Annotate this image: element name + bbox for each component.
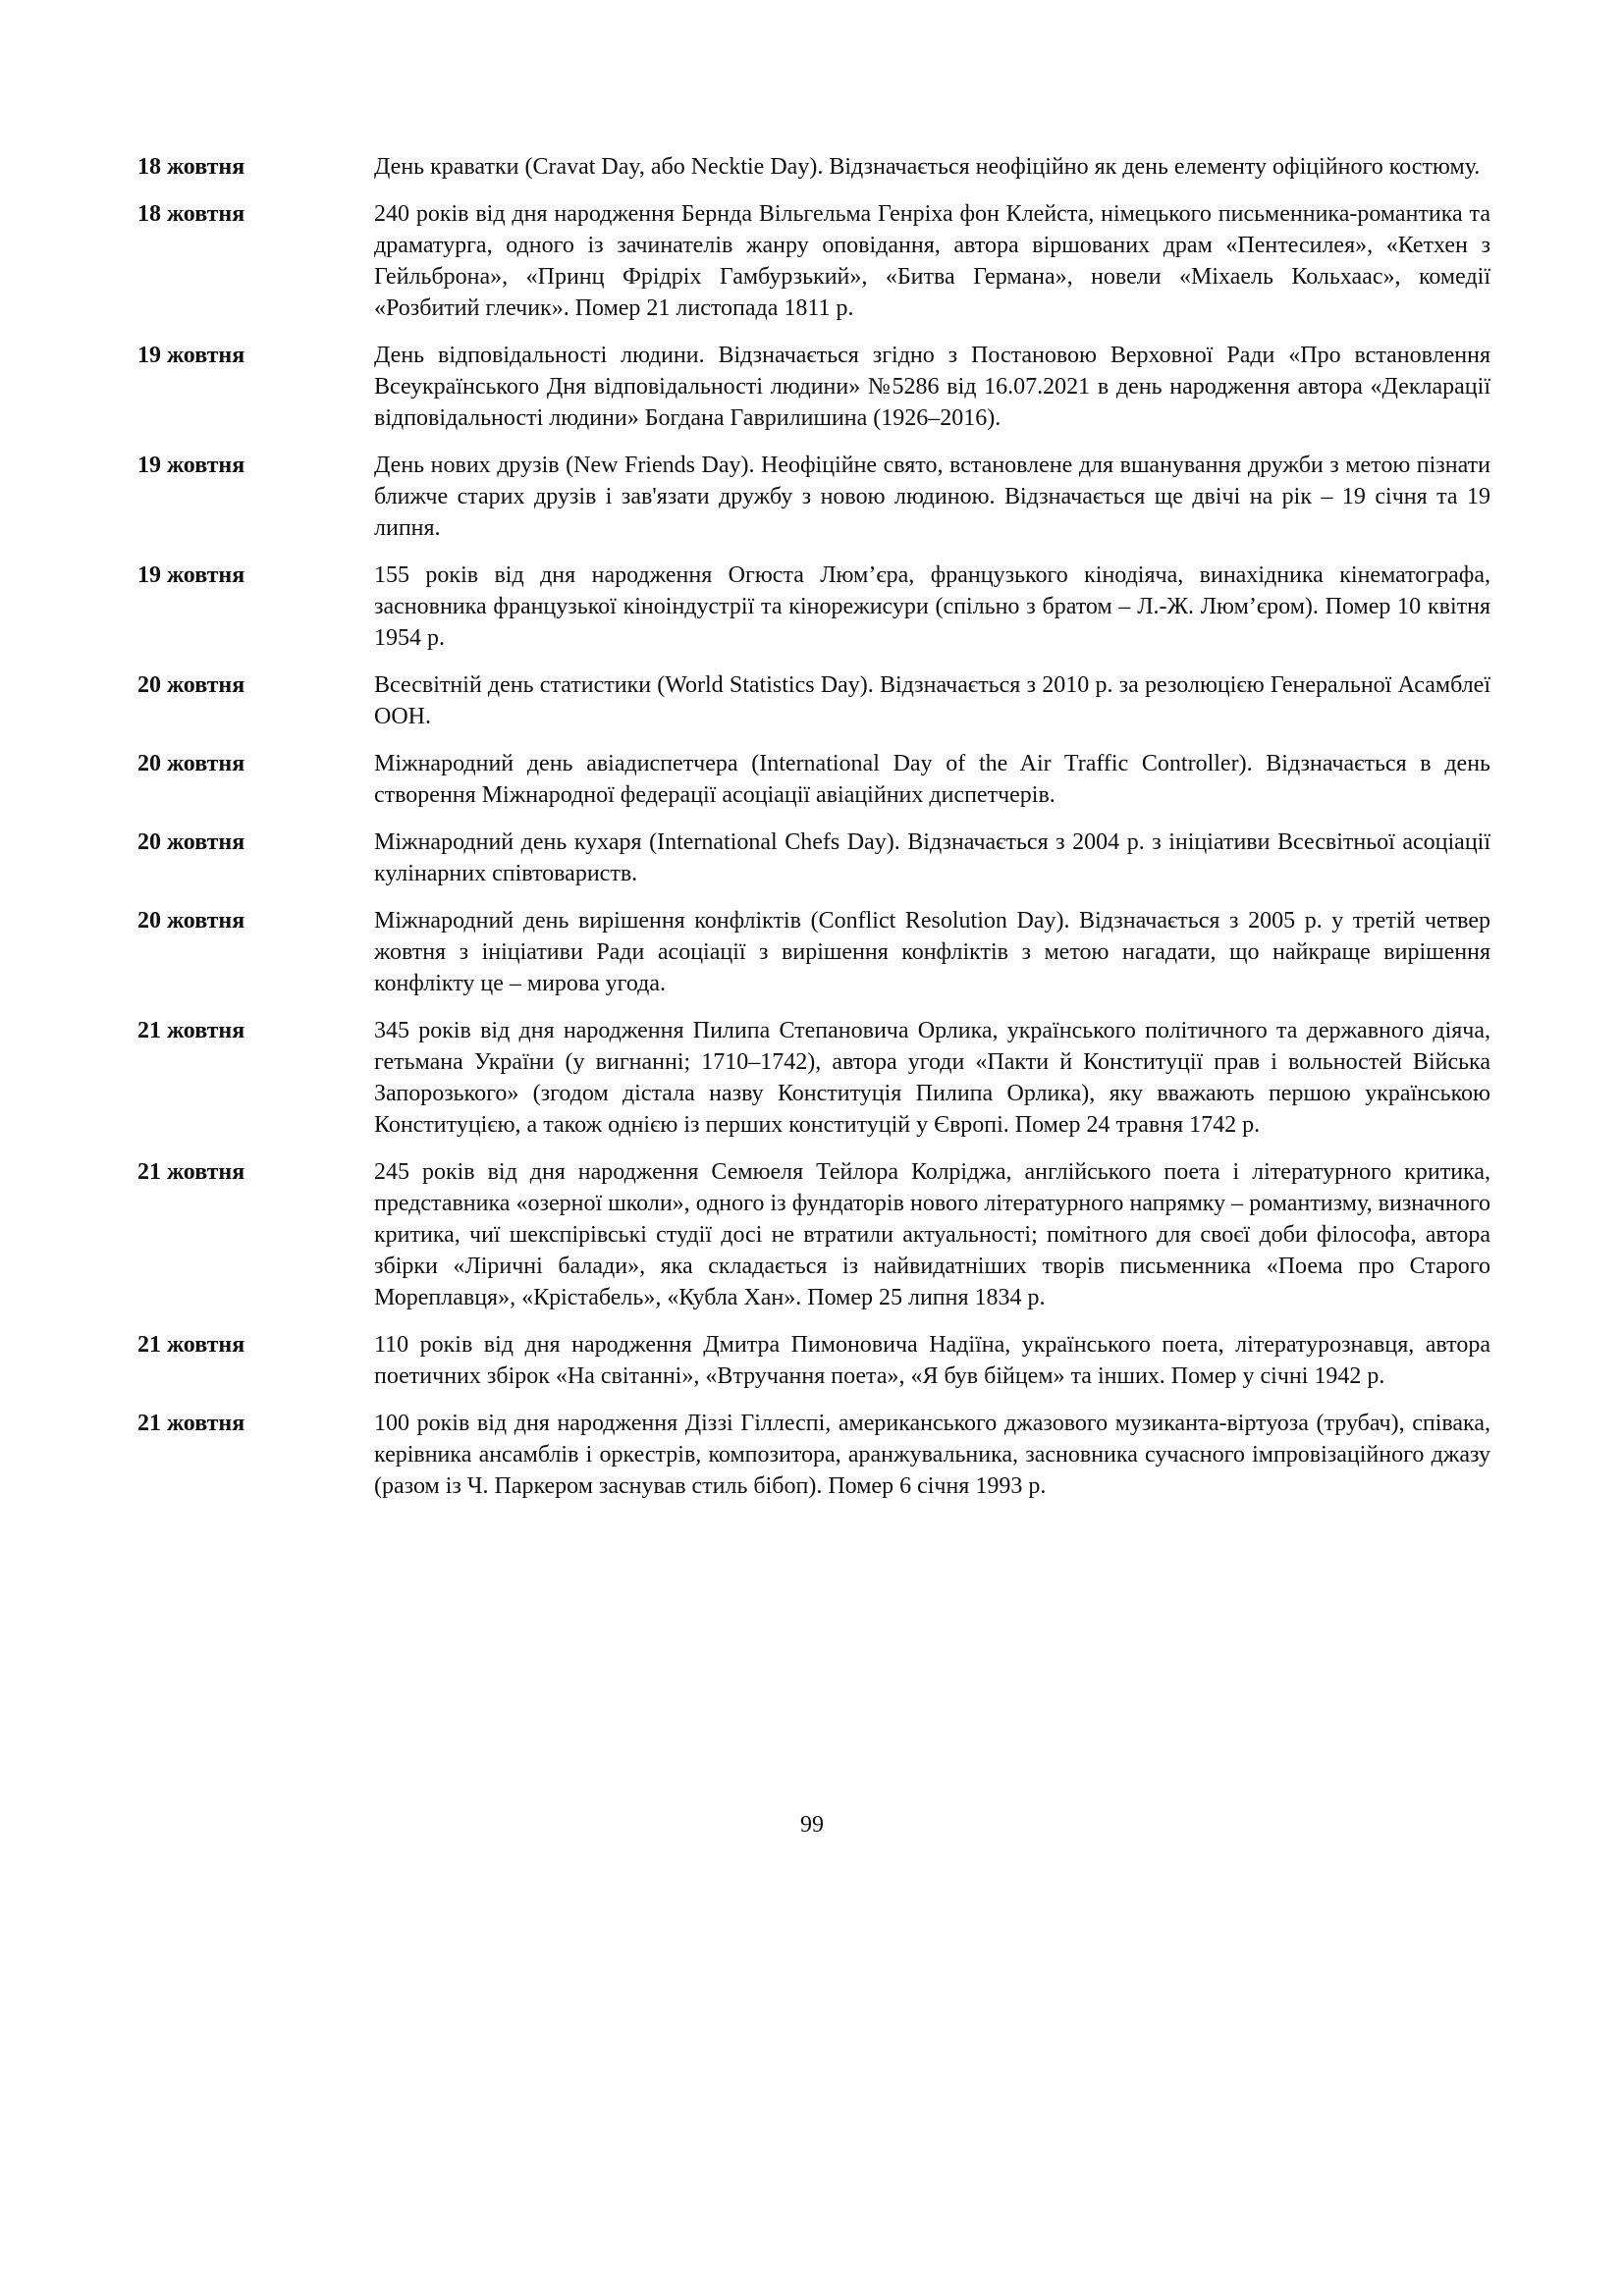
entry-date: 18 жовтня [137, 201, 245, 227]
entry-text: 345 років від дня народження Пилипа Степановича Орлика, українського політичного та державного діяча, гетьмана України (у вигнанні; 1710–1742), автора угоди «Пакти й Конституції прав і вольностей Війська Запорозького» (згодом дістала назву Конституція Пилипа Орлика), яку вважають першою українською Конституцією, а також однією із перших конституцій у Європі. Помер 24 травня 1742 р. [374, 1018, 1490, 1138]
entry-date: 21 жовтня [137, 1159, 245, 1185]
calendar-entry [137, 827, 1490, 889]
calendar-entry [137, 151, 1490, 183]
entry-date: 20 жовтня [137, 751, 245, 776]
entry-text: День краватки (Cravat Day, або Necktie Day). Відзначається неофіційно як день елементу офіційного костюму. [374, 154, 1481, 180]
calendar-entry [137, 1329, 1490, 1392]
calendar-entry [137, 748, 1490, 811]
entry-date: 20 жовтня [137, 829, 245, 855]
entry-text: Міжнародний день авіадиспетчера (International Day of the Air Traffic Controller). Відзначається в день створення Міжнародної федерації асоціації авіаційних диспетчерів. [374, 751, 1490, 808]
entry-text: 245 років від дня народження Семюеля Тейлора Колріджа, англійського поета і літературного критика, представника «озерної школи», одного із фундаторів нового літературного напрямку – романтизму, визначного критика, чиї шекспірівські студії досі не втратили актуальності; помітного для своєї доби філософа, автора збірки «Ліричні балади», яка складається із найвидатніших творів письменника «Поема про Старого Мореплавця», «Крістабель», «Кубла Хан». Помер 25 липня 1834 р. [374, 1159, 1490, 1310]
entry-date: 19 жовтня [137, 343, 245, 368]
calendar-entry [137, 669, 1490, 732]
calendar-entry [137, 905, 1490, 999]
entry-text: День нових друзів (New Friends Day). Неофіційне свято, встановлене для вшанування дружби з метою пізнати ближче старих друзів і зав'язати дружбу з новою людиною. Відзначається ще двічі на рік – 19 січня та 19 липня. [374, 453, 1490, 541]
entry-text: 110 років від дня народження Дмитра Пимоновича Надіїна, українського поета, літературознавця, автора поетичних збірок «На світанні», «Втручання поета», «Я був бійцем» та інших. Помер у січні 1942 р. [374, 1332, 1490, 1389]
entry-text: 100 років від дня народження Діззі Гіллеспі, американського джазового музиканта-віртуоза (трубач), співака, керівника ансамблів і оркестрів, композитора, аранжувальника, засновника сучасного імпровізаційного джазу (разом із Ч. Паркером заснував стиль бібоп). Помер 6 січня 1993 р. [374, 1411, 1490, 1499]
calendar-entry [137, 1408, 1490, 1502]
entry-date: 21 жовтня [137, 1332, 245, 1358]
calendar-entry [137, 1156, 1490, 1313]
calendar-entry [137, 450, 1490, 544]
entry-date: 20 жовтня [137, 672, 245, 698]
entry-text: Міжнародний день кухаря (International Chefs Day). Відзначається з 2004 р. з ініціативи Всесвітньої асоціації кулінарних співтовариств. [374, 829, 1490, 886]
entry-text: 240 років від дня народження Бернда Вільгельма Генріха фон Клейста, німецького письменника-романтика та драматурга, одного із зачинателів жанру оповідання, автора віршованих драм «Пентесилея», «Кетхен з Гейльброна», «Принц Фрідріх Гамбурзький», «Битва Германа», новели «Міхаель Кольхаас», комедії «Розбитий глечик». Помер 21 листопада 1811 р. [374, 201, 1490, 321]
entry-date: 19 жовтня [137, 453, 245, 478]
entry-date: 20 жовтня [137, 908, 245, 934]
entry-text: 155 років від дня народження Огюста Люм’єра, французького кінодіяча, винахідника кінематографа, засновника французької кіноіндустрії та кінорежисури (спільно з братом – Л.-Ж. Люм’єром). Помер 10 квітня 1954 р. [374, 562, 1490, 651]
calendar-entry [137, 560, 1490, 654]
entry-text: Міжнародний день вирішення конфліктів (Conflict Resolution Day). Відзначається з 2005 р. у третій четвер жовтня з ініціативи Ради асоціації з вирішення конфліктів з метою нагадати, що найкраще вирішення конфлікту це – мирова угода. [374, 908, 1490, 996]
entry-date: 21 жовтня [137, 1018, 245, 1043]
calendar-entries [137, 151, 1490, 1518]
entry-text: День відповідальності людини. Відзначається згідно з Постановою Верховної Ради «Про встановлення Всеукраїнського Дня відповідальності людини» №5286 від 16.07.2021 в день народження автора «Декларації відповідальності людини» Богдана Гаврилишина (1926–2016). [374, 343, 1490, 431]
entry-text: Всесвітній день статистики (World Statistics Day). Відзначається з 2010 р. за резолюцією Генеральної Асамблеї ООН. [374, 672, 1490, 729]
page-number: 99 [800, 1812, 824, 1838]
calendar-entry [137, 340, 1490, 434]
calendar-entry [137, 1015, 1490, 1141]
entry-date: 21 жовтня [137, 1411, 245, 1436]
calendar-entry [137, 198, 1490, 324]
entry-date: 19 жовтня [137, 562, 245, 588]
entry-date: 18 жовтня [137, 154, 245, 180]
